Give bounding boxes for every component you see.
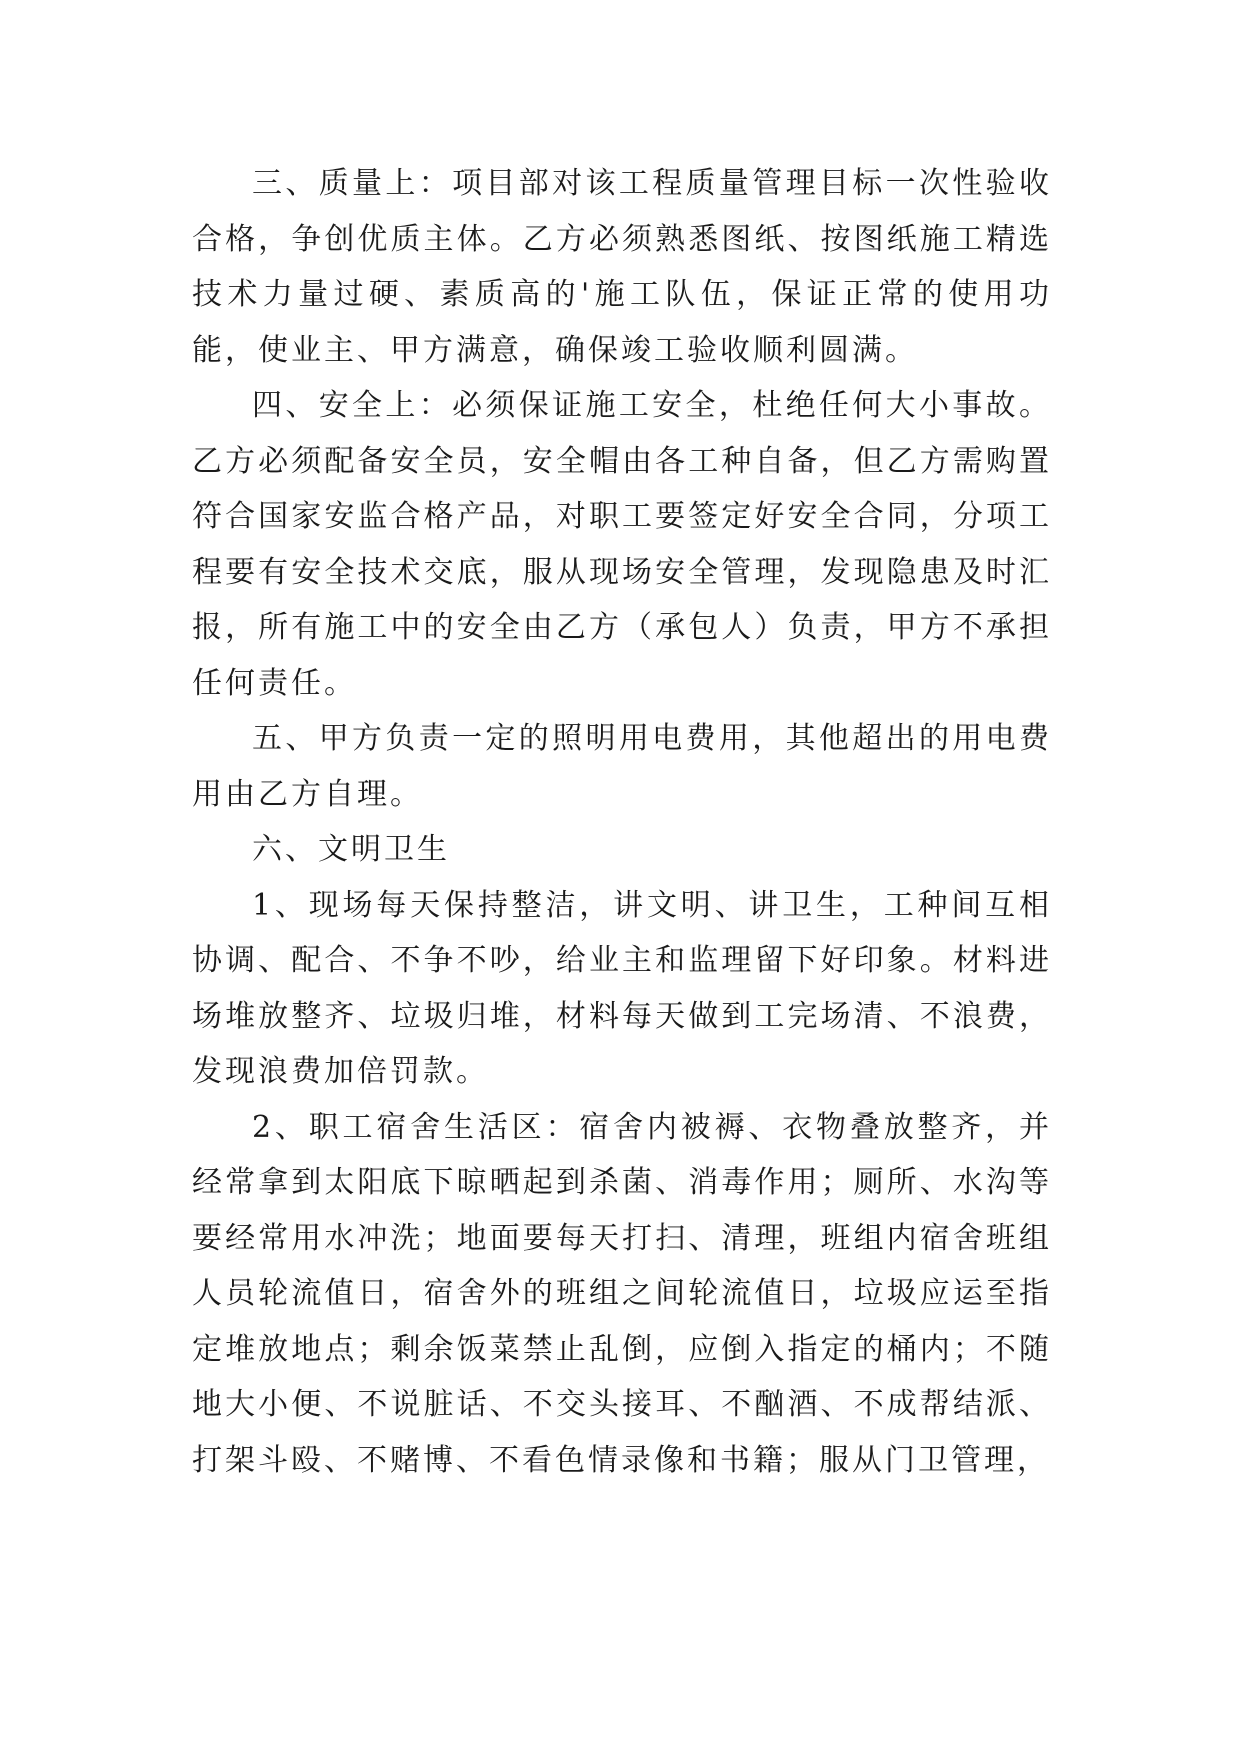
- document-body: [192, 156, 1052, 1488]
- paragraph-site-cleanliness: 1、现场每天保持整洁，讲文明、讲卫生，工种间互相协调、配合、不争不吵，给业主和监理留下好印象。材料进场堆放整齐、垃圾归堆，材料每天做到工完场清、不浪费，发现浪费加倍罚款。: [192, 887, 1052, 1089]
- paragraph-dormitory: 2、职工宿舍生活区：宿舍内被褥、衣物叠放整齐，并经常拿到太阳底下晾晒起到杀菌、消毒作用；厕所、水沟等要经常用水冲洗；地面要每天打扫、清理，班组内宿舍班组人员轮流值日，宿舍外的班组之间轮流值日，垃圾应运至指定堆放地点；剩余饭菜禁止乱倒，应倒入指定的桶内；不随地大小便、不说脏话、不交头接耳、不酗酒、不成帮结派、打架斗殴、不赌博、不看色情录像和书籍；服从门卫管理，: [192, 1109, 1052, 1478]
- paragraph-safety: 四、安全上：必须保证施工安全，杜绝任何大小事故。乙方必须配备安全员，安全帽由各工种自备，但乙方需购置符合国家安监合格产品，对职工要签定好安全合同，分项工程要有安全技术交底，服从现场安全管理，发现隐患及时汇报，所有施工中的安全由乙方（承包人）负责，甲方不承担任何责任。: [192, 388, 1052, 701]
- paragraph-quality: 三、质量上：项目部对该工程质量管理目标一次性验收合格，争创优质主体。乙方必须熟悉图纸、按图纸施工精选技术力量过硬、素质高的'施工队伍，保证正常的使用功能，使业主、甲方满意，确保竣工验收顺利圆满。: [192, 166, 1052, 368]
- section-heading-hygiene: 六、文明卫生: [252, 832, 450, 867]
- paragraph-electricity: 五、甲方负责一定的照明用电费用，其他超出的用电费用由乙方自理。: [192, 721, 1052, 812]
